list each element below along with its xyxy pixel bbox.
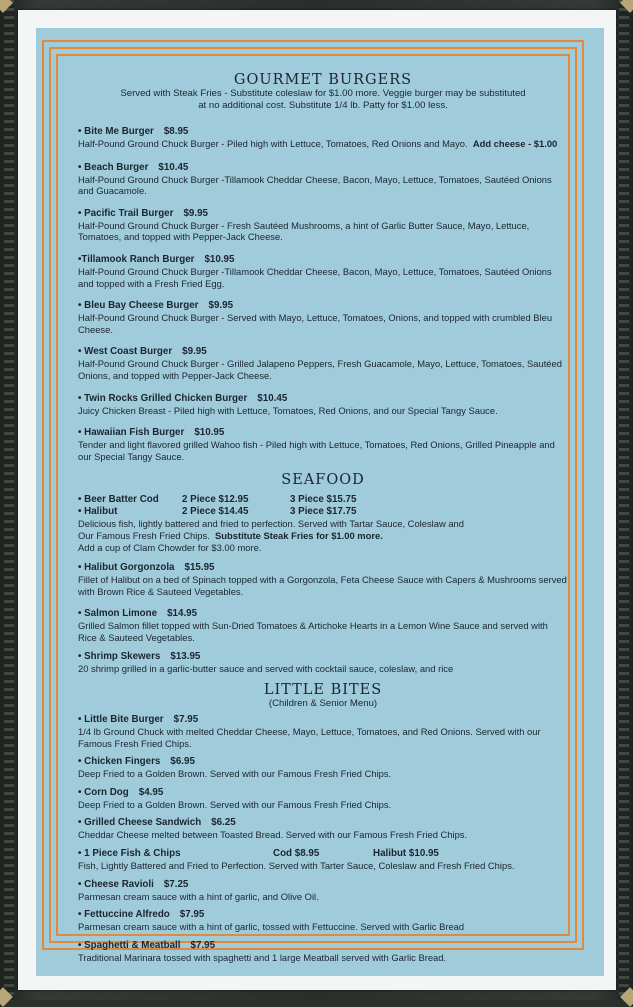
- menu-item-fish-combo: [78, 494, 568, 553]
- item-price: Cod $8.95: [273, 848, 320, 860]
- item-name: • Chicken Fingers: [78, 756, 161, 768]
- item-name: • Hawaiian Fish Burger: [78, 427, 185, 439]
- item-price: 3 Piece $15.75: [290, 494, 357, 506]
- section-title-seafood: SEAFOOD: [281, 472, 365, 489]
- item-name: • Salmon Limone: [78, 608, 158, 620]
- item-price: $7.95: [190, 939, 216, 951]
- item-name: • Pacific Trail Burger: [78, 207, 174, 219]
- menu-content: [78, 72, 568, 963]
- item-name: • Grilled Cheese Sandwich: [78, 817, 202, 829]
- item-name: • Halibut: [78, 506, 118, 518]
- menu-item: [78, 346, 568, 381]
- item-name: • Beach Burger: [78, 161, 149, 173]
- item-price: $9.95: [182, 346, 207, 358]
- item-description: Juicy Chicken Breast - Piled high with Lettuce, Tomatoes, Red Onions, and our Special Tangy Sauce.: [78, 404, 498, 416]
- item-price: $10.95: [204, 253, 235, 265]
- item-description: Delicious fish, lightly battered and fried to perfection. Served with Tartar Sauce, Coleslaw and: [78, 518, 464, 530]
- item-name: •Tillamook Ranch Burger: [78, 253, 195, 265]
- item-description: Half-Pound Ground Chuck Burger - Served with Mayo, Lettuce, Tomatoes, Onions, and topped with crumbled Bleu Cheese.: [78, 312, 553, 335]
- menu-item: [78, 879, 568, 903]
- item-name: • 1 Piece Fish & Chips: [78, 848, 181, 860]
- item-price: $6.25: [211, 817, 236, 829]
- item-description: Grilled Salmon fillet topped with Sun-Dried Tomatoes & Artichoke Hearts in a Lemon Wine Sauce and served with Rice & Sauteed Vegetables.: [78, 620, 548, 643]
- item-description: Half-Pound Ground Chuck Burger -Tillamook Cheddar Cheese, Bacon, Mayo, Lettuce, Tomatoes, Sautéed Onions and topped with a Fresh Fried Egg.: [78, 265, 552, 289]
- item-description: Deep Fried to a Golden Brown. Served with our Famous Fresh Fried Chips.: [78, 768, 392, 780]
- item-description: Our Famous Fresh Fried Chips.: [78, 529, 210, 541]
- menu-item: [78, 787, 568, 811]
- item-name: • Shrimp Skewers: [78, 651, 161, 663]
- item-price: 2 Piece $14.45: [182, 506, 249, 518]
- item-price: $13.95: [170, 651, 201, 663]
- menu-item: [78, 940, 568, 964]
- cover-stitching-left: [4, 0, 14, 1000]
- item-name: • Bite Me Burger: [78, 126, 154, 137]
- menu-item: [78, 909, 568, 933]
- item-description: Half-Pound Ground Chuck Burger -Tillamook Cheddar Cheese, Bacon, Mayo, Lettuce, Tomatoes, Sautéed Onions and Guacamole.: [78, 173, 552, 197]
- menu-item: [78, 756, 568, 780]
- item-price: $9.95: [183, 207, 208, 219]
- item-description: 1/4 lb Ground Chuck with melted Cheddar Cheese, Mayo, Lettuce, Tomatoes, and Red Onions. Served with our Famous Fresh Fried Chips.: [78, 726, 541, 749]
- menu-item: [78, 126, 568, 150]
- item-price: $7.25: [163, 878, 189, 890]
- item-price: $10.45: [257, 392, 288, 404]
- item-description: Half-Pound Ground Chuck Burger - Piled high with Lettuce, Tomatoes, Red Onions and Mayo.: [78, 138, 468, 149]
- menu-item: [78, 651, 568, 675]
- menu-item: [78, 393, 568, 417]
- burgers-note-line1: Served with Steak Fries - Substitute coleslaw for $1.00 more. Veggie burger may be substituted: [120, 88, 526, 99]
- item-description: 20 shrimp grilled in a garlic-butter sauce and served with cocktail sauce, coleslaw, and rice: [78, 663, 454, 675]
- item-price: $14.95: [167, 608, 198, 620]
- section-title-little-bites: LITTLE BITES: [263, 682, 383, 699]
- item-name: • Cheese Ravioli: [78, 878, 154, 890]
- item-price: 2 Piece $12.95: [182, 494, 249, 506]
- menu-item: [78, 562, 568, 597]
- item-price: Halibut $10.95: [373, 848, 439, 860]
- item-name: • West Coast Burger: [78, 346, 173, 358]
- item-price: $9.95: [208, 300, 234, 312]
- item-price: $8.95: [163, 126, 189, 137]
- item-description: Parmesan cream sauce with a hint of garlic, tossed with Fettuccine. Served with Garlic Bread: [78, 921, 465, 933]
- item-price: $6.95: [170, 756, 195, 768]
- item-description: Parmesan cream sauce with a hint of garlic, and Olive Oil.: [78, 890, 319, 902]
- menu-item: [78, 162, 568, 197]
- item-name: • Spaghetti & Meatball: [78, 939, 181, 951]
- item-description: Traditional Marinara tossed with spaghetti and 1 large Meatball served with Garlic Bread.: [78, 951, 447, 963]
- item-name: • Corn Dog: [78, 786, 129, 798]
- item-description: Cheddar Cheese melted between Toasted Bread. Served with our Famous Fresh Fried Chips.: [78, 829, 468, 841]
- menu-item: [78, 714, 568, 749]
- item-name: • Bleu Bay Cheese Burger: [78, 300, 199, 312]
- item-name: • Little Bite Burger: [78, 714, 164, 726]
- section-title-burgers: GOURMET BURGERS: [233, 72, 413, 88]
- menu-item: [78, 208, 568, 243]
- item-name: • Halibut Gorgonzola: [78, 562, 175, 574]
- item-price: $10.45: [158, 161, 189, 173]
- item-description: Tender and light flavored grilled Wahoo fish - Piled high with Lettuce, Tomatoes, Red Onions, Grilled Pineapple and our Special Tangy Sauce.: [78, 439, 555, 462]
- item-name: • Fettuccine Alfredo: [78, 909, 170, 921]
- menu-item: [78, 608, 568, 643]
- menu-item: [78, 300, 568, 335]
- item-price: $4.95: [138, 786, 164, 798]
- menu-item-fish-chips: [78, 848, 568, 872]
- menu-item: [78, 427, 568, 462]
- item-description: Fish, Lightly Battered and Fried to Perfection. Served with Tarter Sauce, Coleslaw and Fresh Fried Chips.: [78, 860, 515, 872]
- item-price: $7.95: [173, 714, 199, 726]
- item-price: $15.95: [184, 562, 215, 574]
- item-price: $7.95: [179, 909, 205, 921]
- item-price: 3 Piece $17.75: [290, 506, 357, 518]
- item-description: Half-Pound Ground Chuck Burger - Grilled Jalapeno Peppers, Fresh Guacamole, Mayo, Lettuce, Tomatoes, Sautéed Onions, and topped with Pepper-Jack Cheese.: [78, 358, 562, 381]
- item-description: Fillet of Halibut on a bed of Spinach topped with a Gorgonzola, Feta Cheese Sauce with Capers & Mushrooms served with Brown Rice & Sauteed Vegetables.: [78, 574, 567, 597]
- item-addon: Add cheese - $1.00: [472, 138, 558, 149]
- little-bites-subtitle: (Children & Senior Menu): [268, 698, 378, 710]
- item-addon: Substitute Steak Fries for $1.00 more.: [215, 529, 383, 541]
- menu-item: [78, 817, 568, 841]
- burgers-note-line2: at no additional cost. Substitute 1/4 lb. Patty for $1.00 less.: [198, 100, 448, 111]
- item-price: $10.95: [194, 427, 225, 439]
- cover-stitching-right: [619, 0, 629, 1000]
- item-description: Add a cup of Clam Chowder for $3.00 more.: [78, 541, 262, 553]
- item-description: Deep Fried to a Golden Brown. Served with our Famous Fresh Fried Chips.: [78, 798, 392, 810]
- menu-item: [78, 254, 568, 289]
- item-description: Half-Pound Ground Chuck Burger - Fresh Sautéed Mushrooms, a hint of Garlic Butter Sauce, Mayo, Lettuce, Tomatoes, and topped with Pepper-Jack Cheese.: [78, 219, 530, 243]
- item-name: • Twin Rocks Grilled Chicken Burger: [78, 392, 248, 404]
- item-name: • Beer Batter Cod: [78, 494, 159, 506]
